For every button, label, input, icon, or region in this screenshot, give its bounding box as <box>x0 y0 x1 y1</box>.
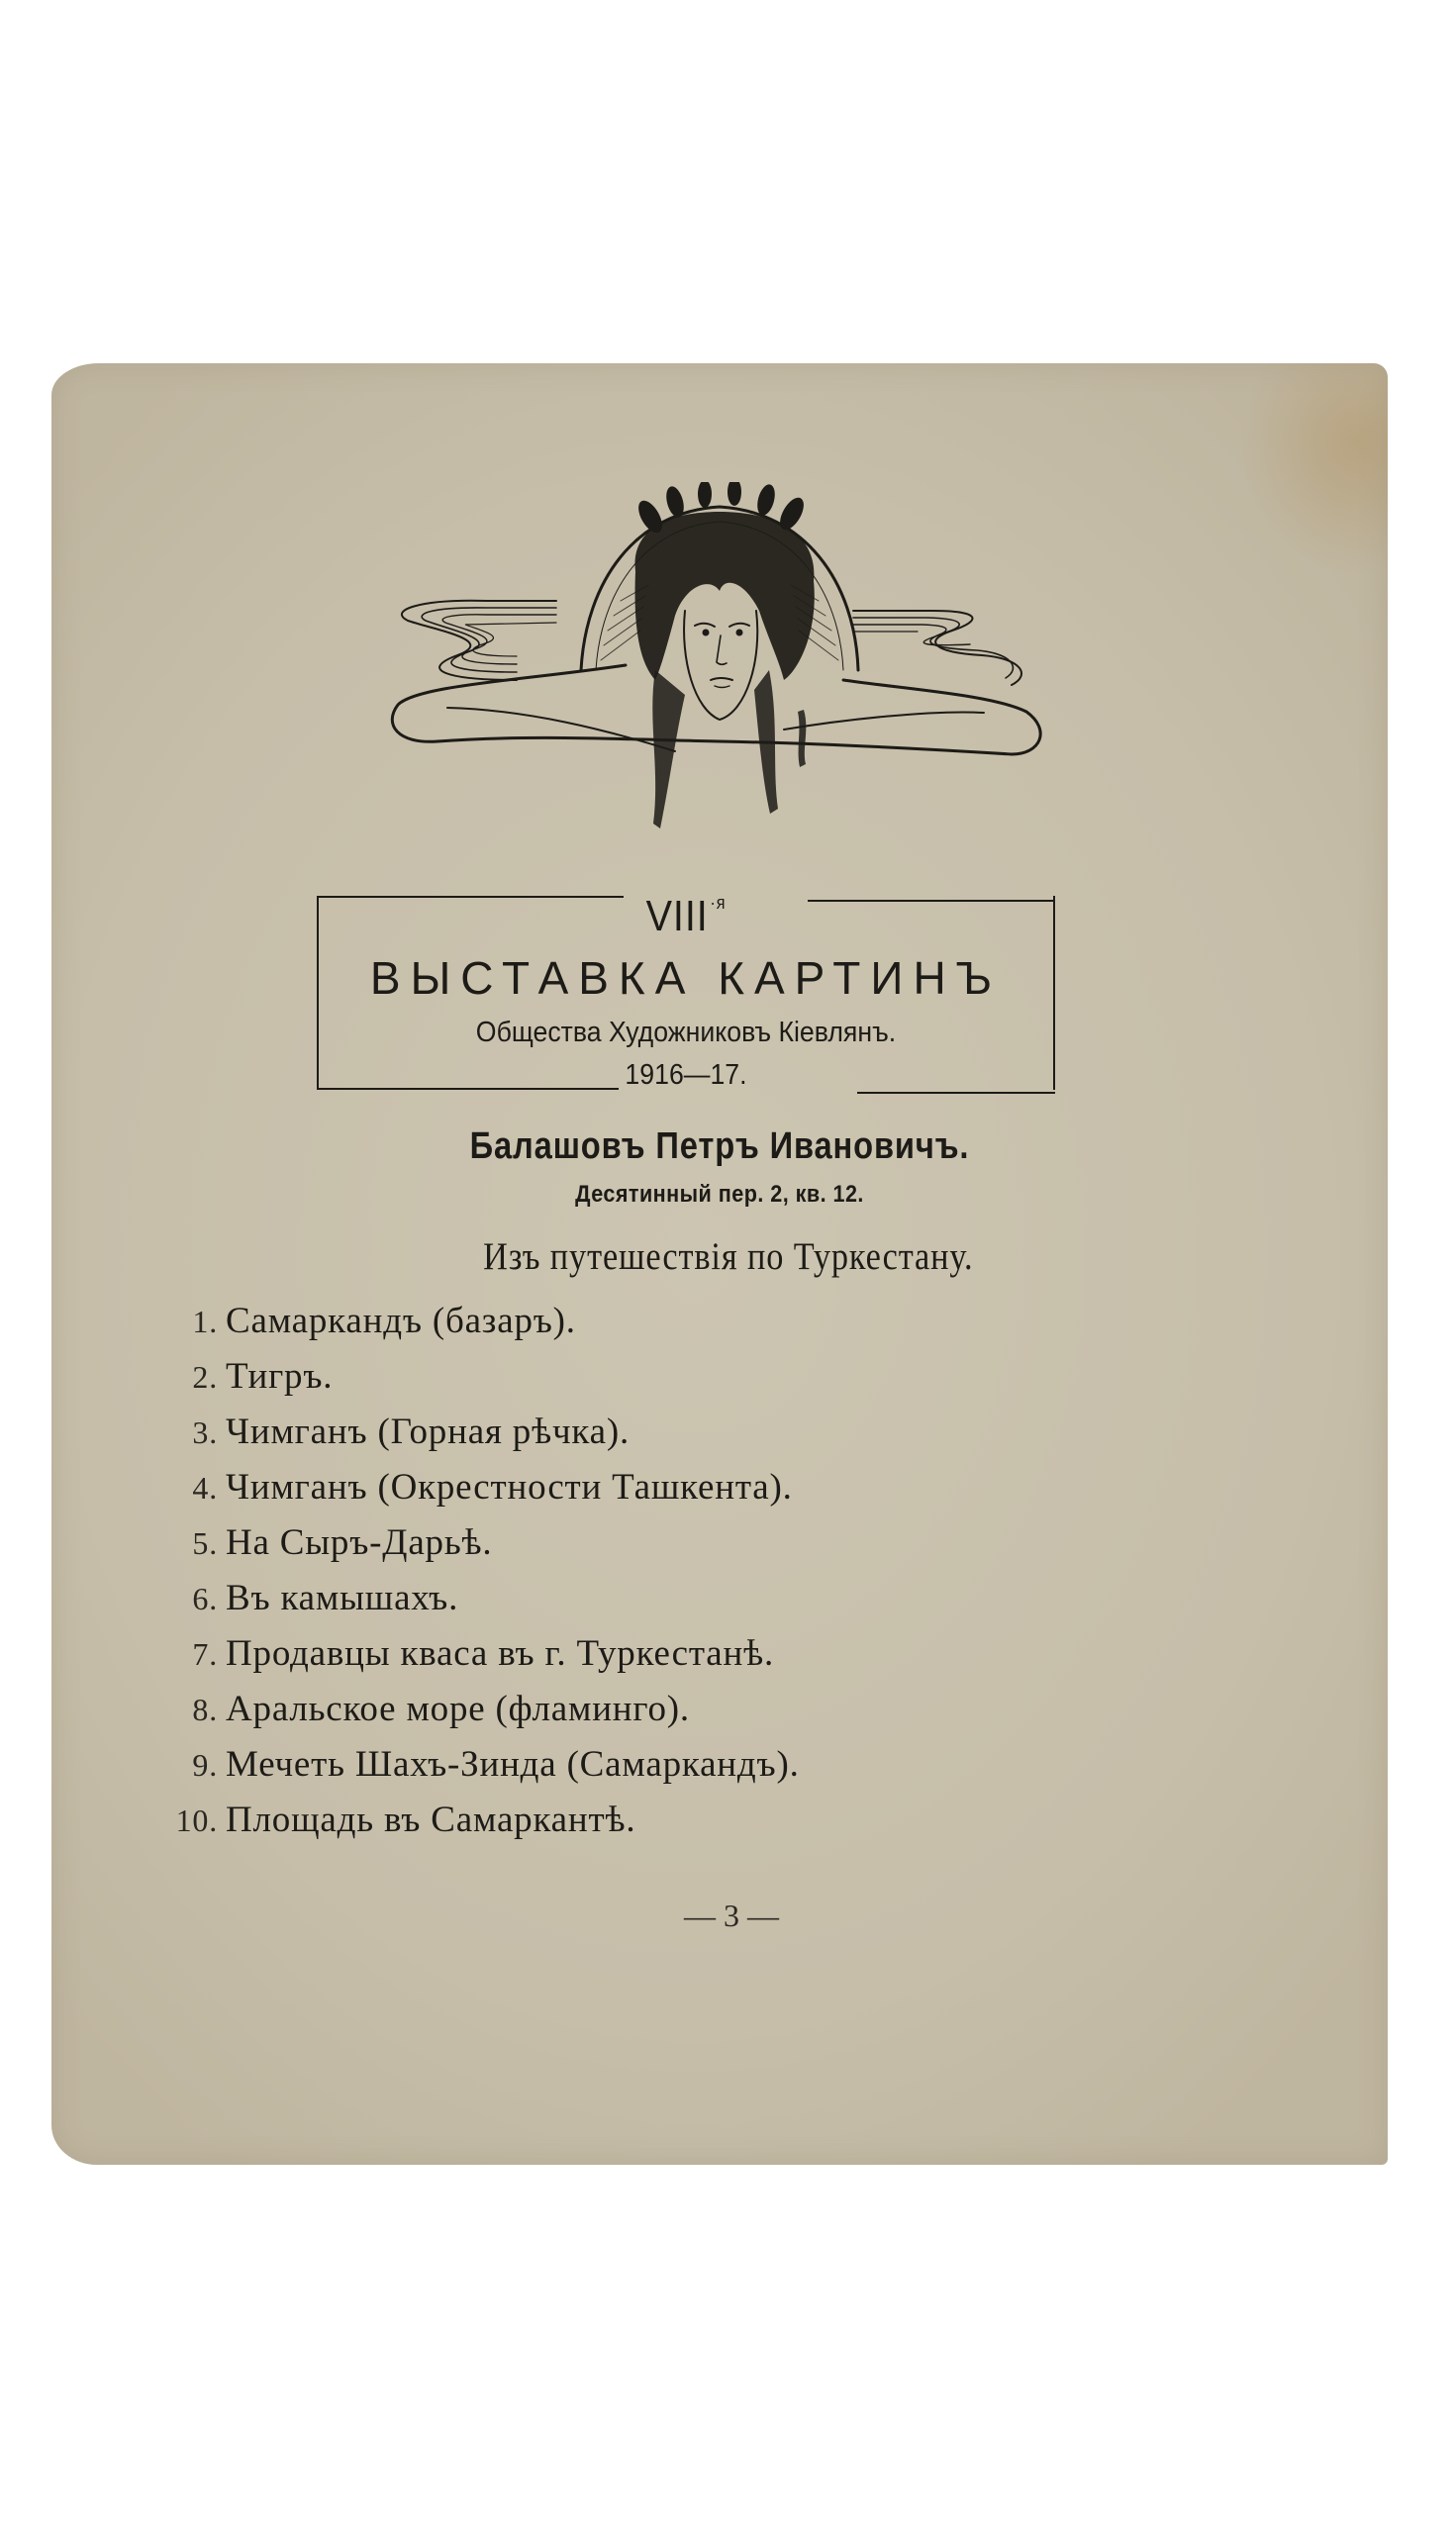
work-item <box>51 1737 1388 1793</box>
work-title: На Сыръ-Дарьѣ. <box>226 1522 493 1563</box>
work-item <box>51 1571 1388 1626</box>
work-number: 7. <box>192 1636 218 1672</box>
work-title: Тигръ. <box>226 1356 334 1397</box>
works-list <box>51 1294 1388 1848</box>
work-number: 5. <box>192 1525 218 1561</box>
work-item <box>51 1626 1388 1682</box>
work-number: 10. <box>175 1803 218 1838</box>
society-name: Общества Художниковъ Кіевлянъ. <box>475 1017 897 1048</box>
work-title: Продавцы кваса въ г. Туркестанѣ. <box>226 1633 775 1674</box>
work-item <box>51 1515 1388 1571</box>
work-title: Чимганъ (Окрестности Ташкента). <box>226 1467 793 1508</box>
work-number: 3. <box>192 1414 218 1450</box>
edition-number: VIII <box>645 892 709 940</box>
work-item <box>51 1682 1388 1737</box>
catalogue-page <box>51 363 1388 2165</box>
work-number: 6. <box>192 1581 218 1616</box>
work-number: 1. <box>192 1304 218 1339</box>
work-item <box>51 1793 1388 1848</box>
work-item <box>51 1460 1388 1515</box>
work-title: Площадь въ Самаркантѣ. <box>226 1800 636 1840</box>
work-item <box>51 1405 1388 1460</box>
edition-suffix: ·я <box>710 893 727 913</box>
work-title: Самаркандъ (базаръ). <box>226 1301 576 1341</box>
work-number: 8. <box>192 1692 218 1727</box>
exhibition-title-box <box>317 892 1055 1091</box>
exhibition-edition <box>353 892 1018 941</box>
work-number: 2. <box>192 1359 218 1395</box>
work-number: 4. <box>192 1470 218 1506</box>
exhibition-years: 1916—17. <box>625 1059 747 1091</box>
page-number: — 3 — <box>684 1898 779 1933</box>
work-number: 9. <box>192 1747 218 1783</box>
section-title: Изъ путешествія по Туркестану. <box>483 1235 974 1278</box>
work-title: Аральское море (фламинго). <box>226 1689 690 1729</box>
work-title: Мечеть Шахъ-Зинда (Самаркандъ). <box>226 1744 800 1785</box>
work-title: Въ камышахъ. <box>226 1578 459 1618</box>
work-item <box>51 1349 1388 1405</box>
exhibition-title: ВЫСТАВКА КАРТИНЪ <box>369 952 1003 1004</box>
artist-name: Балашовъ Петръ Ивановичъ. <box>469 1125 970 1167</box>
artist-address: Десятинный пер. 2, кв. 12. <box>575 1181 864 1208</box>
work-title: Чимганъ (Горная рѣчка). <box>226 1412 631 1452</box>
title-box-rule <box>857 1092 1055 1094</box>
art-nouveau-maiden-with-laurel-wreath-icon <box>378 482 1061 838</box>
work-item <box>51 1294 1388 1349</box>
